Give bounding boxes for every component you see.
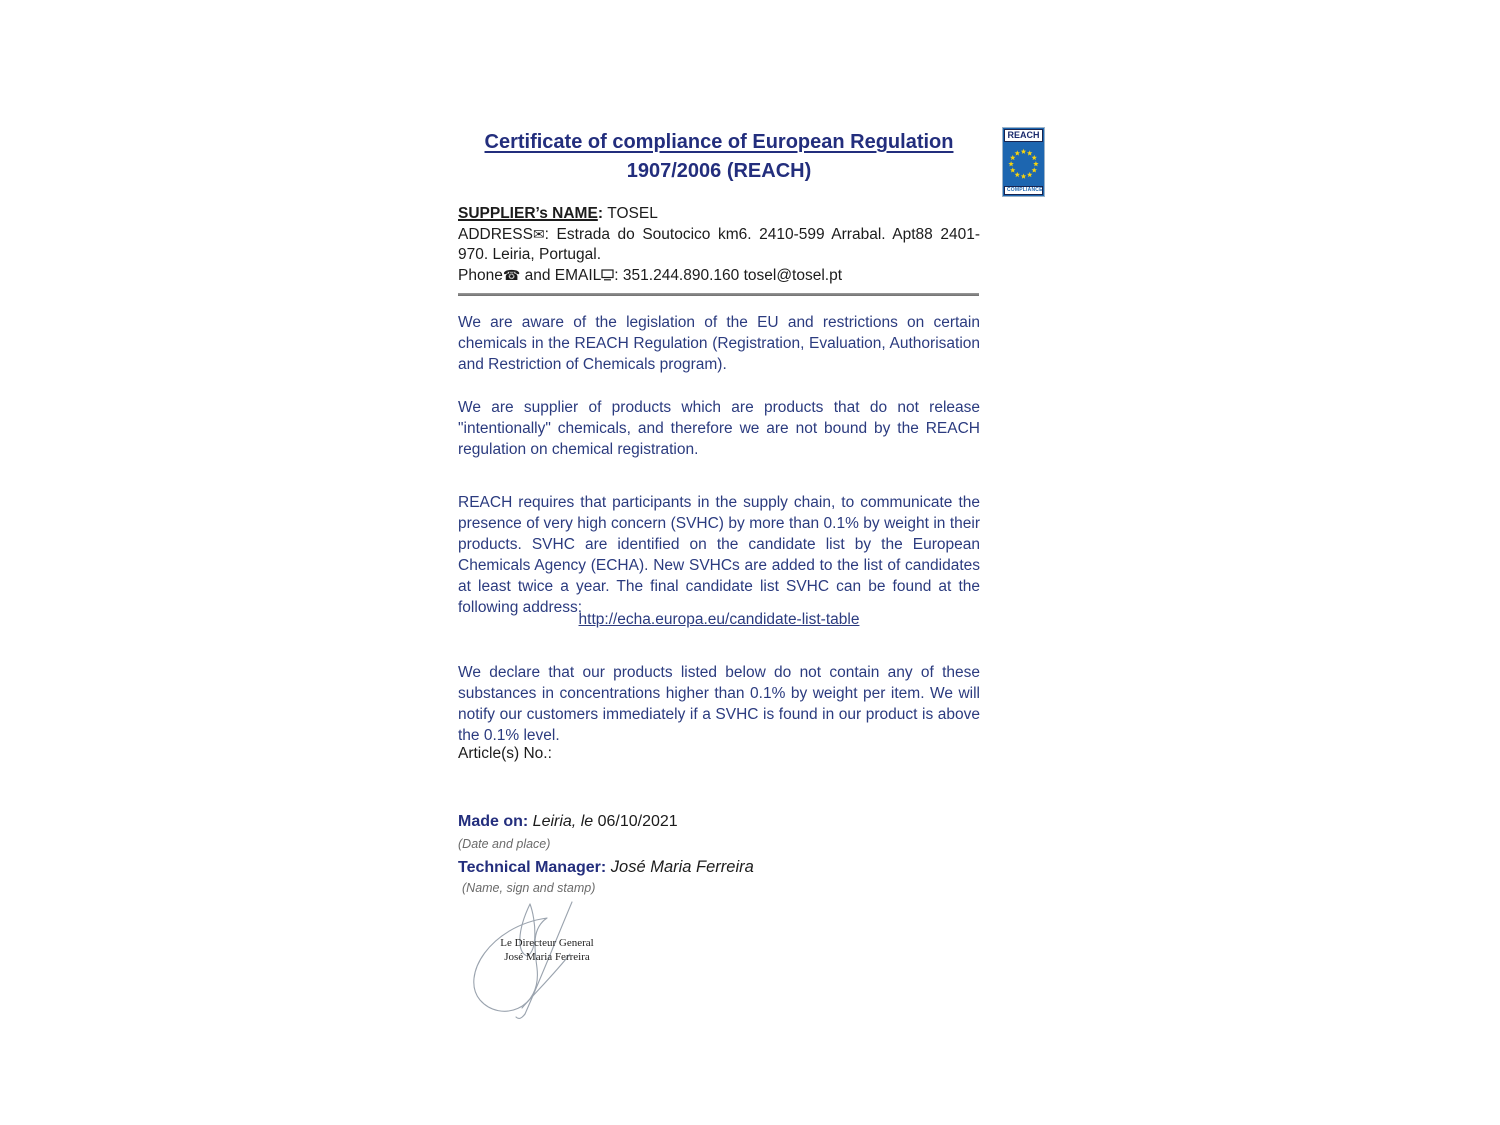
supplier-name-colon: : [597,205,608,222]
title-line-2: 1907/2006 (REACH) [626,160,812,182]
envelope-icon: ✉ [532,226,545,243]
contact-value: 351.244.890.160 tosel@tosel.pt [622,266,843,284]
divider-rule [458,293,979,296]
supplier-block [458,204,980,287]
eu-stars-icon [1002,142,1045,186]
article-number-label: Article(s) No.: [458,745,552,762]
signature-name: José Maria Ferreira [504,951,590,963]
supplier-name-line [458,204,980,225]
signature-text [482,936,612,964]
made-on-line [458,813,678,831]
signature-title: Le Directeur General [500,937,594,949]
supplier-name-label: SUPPLIER’s NAME [458,205,598,222]
technical-manager-line [458,858,754,877]
supplier-address-line [458,225,980,266]
made-on-date: 06/10/2021 [597,813,678,830]
compliance-logo-label: COMPLIANCE [1004,186,1043,195]
address-label: ADDRESS [458,225,533,243]
paragraph-svhc-requirement: REACH requires that participants in the supply chain, to communicate the presence of very high concern (SVHC) by more than 0.1% by weight in their products. SVHC are identified on the candidate list by the European Chemicals Agency (ECHA). New SVHCs are added to the list of candidates at least twice a year. The final candidate list SVHC can be found at the following address: [458,494,980,616]
made-on-place: Leiria, le [528,813,598,830]
phone-icon: ☎ [502,267,521,284]
reach-compliance-logo [1002,127,1045,197]
computer-icon [601,267,614,288]
paragraph-declaration: We declare that our products listed below do not contain any of these substances in concentrations higher than 0.1% by weight per item. We will notify our customers immediately if a SVHC is found in our product is above the 0.1% level. [458,664,980,744]
supplier-name-value: TOSEL [607,205,658,222]
reach-logo-label: REACH [1004,129,1043,142]
contact-colon: : [614,266,623,284]
signature-block [452,896,632,1026]
technical-manager-label: Technical Manager: [458,859,607,876]
candidate-list-link-line [458,611,980,629]
paragraph-supplier-statement: We are supplier of products which are products that do not release "intentionally" chemicals, and therefore we are not bound by the REACH regulation on chemical registration. [458,399,980,458]
candidate-list-link[interactable]: http://echa.europa.eu/candidate-list-table [578,611,860,628]
technical-manager-name: José Maria Ferreira [606,858,754,876]
paragraph-awareness: We are aware of the legislation of the EU and restrictions on certain chemicals in the REACH Regulation (Registration, Evaluation, Authorisation and Restriction of Chemicals program). [458,314,980,373]
date-place-hint: (Date and place) [458,837,551,851]
name-sign-stamp-hint: (Name, sign and stamp) [462,881,596,895]
page-title [458,128,980,186]
email-label: and EMAIL [520,266,602,284]
title-line-1: Certificate of compliance of European Regulation [484,131,954,153]
made-on-label: Made on: [458,813,529,830]
phone-label: Phone [458,266,503,284]
supplier-contact-line [458,266,980,288]
address-value: Estrada do Soutocico km6. 2410-599 Arrabal. Apt88 2401-970. Leiria, Portugal. [458,225,980,263]
address-colon: : [544,225,557,243]
